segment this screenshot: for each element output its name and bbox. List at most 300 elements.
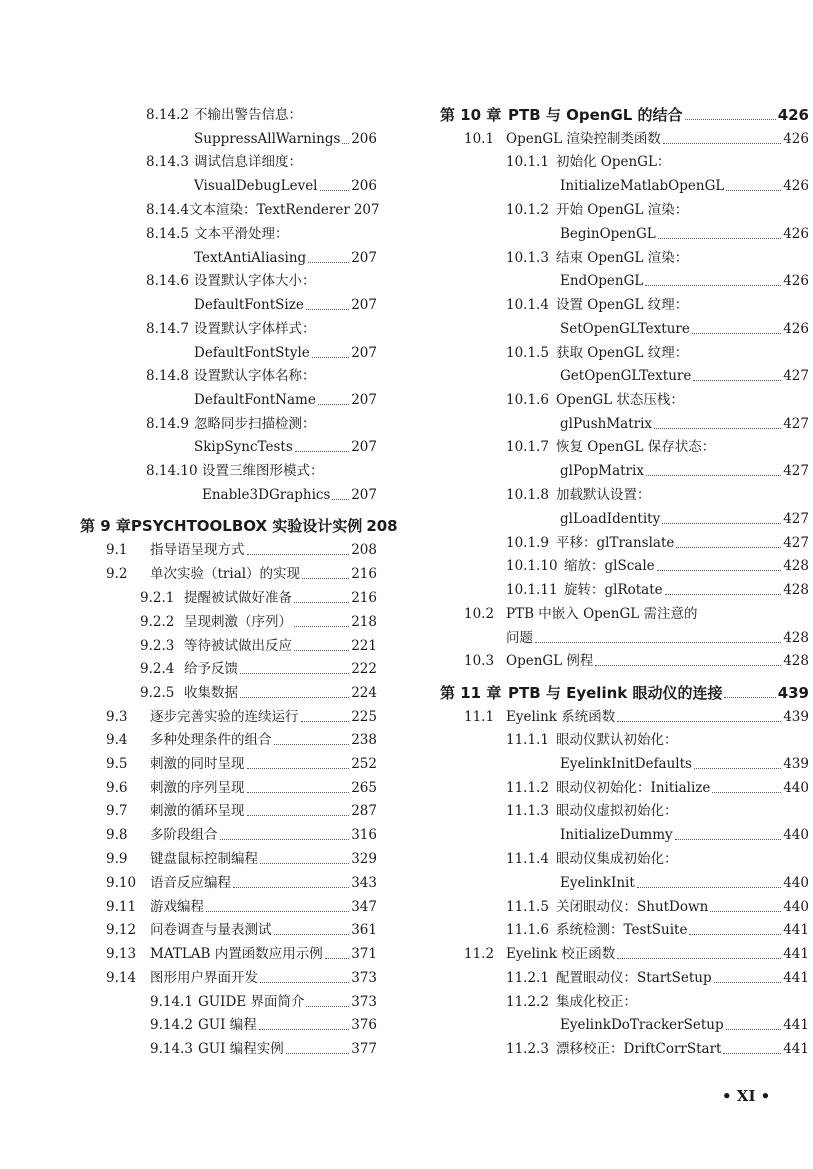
dot-leader <box>301 721 350 722</box>
entry-page-number: 441 <box>783 1017 809 1033</box>
toc-entry <box>106 969 377 987</box>
dot-leader <box>240 697 349 698</box>
entry-page-number: 441 <box>783 946 809 962</box>
entry-page-number: 428 <box>783 653 809 669</box>
entry-page-number: 206 <box>351 178 377 194</box>
entry-title: 多阶段组合 <box>150 827 218 843</box>
dot-leader <box>726 1029 782 1030</box>
toc-entry <box>140 660 377 678</box>
toc-entry <box>106 541 377 559</box>
entry-page-number: 316 <box>351 827 377 843</box>
entry-page-number: 426 <box>783 131 809 147</box>
entry-title: 呈现刺激（序列） <box>184 614 292 630</box>
entry-page-number: 427 <box>783 463 809 479</box>
toc-entry <box>506 249 809 267</box>
toc-entry <box>506 391 809 409</box>
toc-entry-continuation <box>194 391 377 409</box>
dot-leader <box>694 768 781 769</box>
entry-page-number: 216 <box>351 566 377 582</box>
entry-page-number: 222 <box>351 661 377 677</box>
entry-page-number: 207 <box>351 439 377 455</box>
entry-title: 漂移校正：DriftCorrStart <box>556 1041 722 1057</box>
entry-title: glPopMatrix <box>560 463 644 479</box>
entry-title: GUIDE 界面简介 <box>198 994 305 1010</box>
entry-page-number: 206 <box>351 131 377 147</box>
entry-title: 多种处理条件的组合 <box>150 732 272 748</box>
entry-title: SetOpenGLTexture <box>560 321 690 337</box>
entry-title: 配置眼动仪：StartSetup <box>556 970 712 986</box>
entry-title: 刺激的循环呈现 <box>150 803 245 819</box>
entry-title: glPushMatrix <box>560 416 653 432</box>
dot-leader <box>714 982 782 983</box>
dot-leader <box>247 554 350 555</box>
entry-title: 结束 OpenGL 渲染： <box>556 250 689 266</box>
toc-entry-continuation <box>560 177 809 195</box>
dot-leader <box>342 143 349 144</box>
toc-entry <box>506 850 809 868</box>
entry-number: 11.2 <box>464 946 495 962</box>
entry-number: 8.14.6 <box>146 273 189 289</box>
toc-entry <box>506 534 809 552</box>
dot-leader <box>260 863 349 864</box>
entry-page-number: 426 <box>783 226 809 242</box>
entry-title: VisualDebugLevel <box>194 178 318 194</box>
toc-entry <box>140 684 377 702</box>
dot-leader <box>646 475 781 476</box>
entry-title: GUI 编程实例 <box>198 1041 284 1057</box>
toc-entry <box>146 462 377 480</box>
dot-leader <box>663 143 781 144</box>
entry-page-number: 207 <box>351 345 377 361</box>
dot-leader <box>294 650 349 651</box>
dot-leader <box>206 911 349 912</box>
entry-number: 9.8 <box>106 827 128 843</box>
toc-entry <box>146 415 377 433</box>
dot-leader <box>318 404 349 405</box>
dot-leader <box>617 958 781 959</box>
toc-entry <box>506 438 809 456</box>
toc-entry-continuation <box>560 320 809 338</box>
entry-title: EndOpenGL <box>560 273 644 289</box>
entry-number: 11.1.1 <box>506 732 549 748</box>
entry-number: 8.14.4 <box>146 202 189 218</box>
dot-leader <box>665 594 782 595</box>
entry-page-number: 373 <box>351 970 377 986</box>
entry-title: 游戏编程 <box>150 899 204 915</box>
entry-page-number: 428 <box>783 558 809 574</box>
entry-page-number: 207 <box>351 487 377 503</box>
toc-entry <box>106 945 377 963</box>
entry-page-number: 427 <box>783 511 809 527</box>
entry-title: 系统检测：TestSuite <box>556 922 688 938</box>
entry-title: OpenGL 渲染控制类函数 <box>506 131 661 147</box>
toc-entry <box>150 993 377 1011</box>
entry-title: 设置默认字体名称： <box>194 368 316 384</box>
entry-number: 10.1.9 <box>506 535 549 551</box>
toc-entry <box>506 486 809 504</box>
entry-number: 11.2.1 <box>506 970 549 986</box>
dot-leader <box>637 887 781 888</box>
toc-entry <box>506 296 809 314</box>
entry-page-number: 373 <box>351 994 377 1010</box>
toc-entry <box>106 565 377 583</box>
entry-title: 眼动仪虚拟初始化： <box>556 803 678 819</box>
toc-entry-continuation <box>202 486 377 504</box>
dot-leader <box>302 578 349 579</box>
toc-entry-continuation <box>560 510 809 528</box>
toc-entry <box>106 850 377 868</box>
entry-number: 9.2.3 <box>140 638 175 654</box>
entry-title: 初始化 OpenGL： <box>556 154 671 170</box>
entry-page-number: 426 <box>783 273 809 289</box>
entry-page-number: 208 <box>366 517 398 535</box>
entry-title: 给予反馈 <box>184 661 238 677</box>
toc-entry <box>506 898 809 916</box>
entry-title: 不输出警告信息： <box>194 107 302 123</box>
entry-page-number: 216 <box>351 590 377 606</box>
toc-entry <box>106 921 377 939</box>
toc-entry <box>146 367 377 385</box>
toc-entry-continuation <box>560 415 809 433</box>
dot-leader <box>247 815 350 816</box>
toc-entry <box>106 708 377 726</box>
entry-title: Enable3DGraphics <box>202 487 331 503</box>
entry-number: 10.1.2 <box>506 202 549 218</box>
entry-title: 等待被试做出反应 <box>184 638 292 654</box>
entry-number: 9.11 <box>106 899 137 915</box>
entry-title: EyelinkInit <box>560 875 635 891</box>
dot-leader <box>259 1029 349 1030</box>
entry-page-number: 439 <box>777 684 809 702</box>
dot-leader <box>692 333 781 334</box>
toc-entry <box>150 1016 377 1034</box>
entry-title: 设置默认字体样式： <box>194 321 316 337</box>
toc-entry <box>464 605 809 623</box>
entry-page-number: 428 <box>783 630 809 646</box>
page-number: • XI • <box>722 1087 771 1105</box>
toc-entry <box>506 731 809 749</box>
entry-number: 9.5 <box>106 756 128 772</box>
entry-page-number: 440 <box>783 899 809 915</box>
entry-title: 设置 OpenGL 纹理： <box>556 297 689 313</box>
entry-title: 文本平滑处理： <box>194 226 289 242</box>
entry-page-number: 439 <box>783 709 809 725</box>
entry-title: 单次实验（trial）的实现 <box>150 566 301 582</box>
dot-leader <box>240 673 349 674</box>
entry-number: 10.1.10 <box>506 558 558 574</box>
entry-title: 问卷调查与量表测试 <box>150 922 272 938</box>
dot-leader <box>332 499 349 500</box>
entry-page-number: 224 <box>351 685 377 701</box>
dot-leader <box>689 934 781 935</box>
entry-title: 集成化校正： <box>556 994 637 1010</box>
entry-number: 10.1.6 <box>506 392 549 408</box>
entry-title: 加载默认设置： <box>556 487 651 503</box>
toc-entry <box>464 652 809 670</box>
entry-title: 提醒被试做好准备 <box>184 590 292 606</box>
toc-entry-continuation <box>560 826 809 844</box>
entry-number: 11.1.2 <box>506 780 549 796</box>
entry-number: 10.1.5 <box>506 345 549 361</box>
entry-number: 8.14.7 <box>146 321 189 337</box>
entry-title: EyelinkDoTrackerSetup <box>560 1017 724 1033</box>
dot-leader <box>676 547 781 548</box>
entry-title: Eyelink 系统函数 <box>506 709 616 725</box>
entry-title: 指导语呈现方式 <box>150 542 245 558</box>
entry-title: PSYCHTOOLBOX 实验设计实例 <box>130 517 363 535</box>
dot-leader <box>233 887 349 888</box>
toc-entry-continuation <box>194 249 377 267</box>
entry-title: 问题 <box>506 630 533 646</box>
entry-number: 9.2.1 <box>140 590 175 606</box>
entry-number: 8.14.2 <box>146 107 189 123</box>
entry-number: 11.1.5 <box>506 899 549 915</box>
toc-entry <box>106 802 377 820</box>
dot-leader <box>274 934 350 935</box>
entry-title: BeginOpenGL <box>560 226 656 242</box>
toc-entry <box>146 106 377 124</box>
dot-leader <box>693 380 781 381</box>
entry-title: SuppressAllWarnings <box>194 131 341 147</box>
entry-title: 语音反应编程 <box>150 875 231 891</box>
dot-leader <box>657 570 782 571</box>
dot-leader <box>220 839 350 840</box>
toc-entry-continuation <box>560 1016 809 1034</box>
toc-entry-continuation <box>560 462 809 480</box>
toc-entry <box>106 826 377 844</box>
entry-page-number: 208 <box>351 542 377 558</box>
entry-number: 9.1 <box>106 542 128 558</box>
entry-number: 10.1.8 <box>506 487 549 503</box>
toc-entry <box>146 153 377 171</box>
entry-page-number: 427 <box>783 535 809 551</box>
entry-page-number: 225 <box>351 709 377 725</box>
toc-entry <box>106 731 377 749</box>
entry-number: 11.1.4 <box>506 851 549 867</box>
entry-number: 9.2 <box>106 566 128 582</box>
entry-number: 9.2.5 <box>140 685 175 701</box>
entry-title: TextAntiAliasing <box>194 250 307 266</box>
entry-number: 9.12 <box>106 922 137 938</box>
toc-entry <box>506 344 809 362</box>
toc-entry-continuation <box>560 272 809 290</box>
dot-leader <box>617 721 781 722</box>
entry-page-number: 371 <box>351 946 377 962</box>
toc-entry <box>146 225 377 243</box>
entry-title: SkipSyncTests <box>194 439 293 455</box>
entry-number: 9.14.1 <box>150 994 193 1010</box>
entry-number: 9.2.2 <box>140 614 175 630</box>
dot-leader <box>306 1006 349 1007</box>
toc-entry <box>146 201 380 219</box>
entry-number: 10.1.1 <box>506 154 549 170</box>
toc-entry <box>106 898 377 916</box>
entry-page-number: 343 <box>351 875 377 891</box>
toc-entry-continuation <box>560 367 809 385</box>
toc-entry <box>106 755 377 773</box>
entry-number: 9.7 <box>106 803 128 819</box>
dot-leader <box>306 309 349 310</box>
chapter-label: 第 9 章 <box>80 517 131 535</box>
entry-title: 收集数据 <box>184 685 238 701</box>
toc-entry <box>146 320 377 338</box>
dot-leader <box>247 768 350 769</box>
entry-page-number: 428 <box>783 582 809 598</box>
entry-title: PTB 与 OpenGL 的结合 <box>508 106 683 124</box>
toc-entry-continuation <box>560 874 809 892</box>
dot-leader <box>294 626 349 627</box>
entry-title: 缩放：glScale <box>564 558 655 574</box>
entry-page-number: 265 <box>351 780 377 796</box>
entry-title: 文本渲染：TextRenderer <box>188 202 350 218</box>
entry-title: 刺激的同时呈现 <box>150 756 245 772</box>
toc-entry <box>506 1040 809 1058</box>
toc-entry <box>506 779 809 797</box>
toc-entry-continuation <box>560 755 809 773</box>
dot-leader <box>286 1053 349 1054</box>
entry-number: 8.14.3 <box>146 154 189 170</box>
entry-title: 眼动仪集成初始化： <box>556 851 678 867</box>
entry-page-number: 347 <box>351 899 377 915</box>
dot-leader <box>308 262 349 263</box>
toc-entry <box>140 613 377 631</box>
entry-number: 9.3 <box>106 709 128 725</box>
entry-title: 设置默认字体大小： <box>194 273 316 289</box>
toc-entry <box>506 581 809 599</box>
dot-leader <box>675 839 782 840</box>
toc-entry-continuation <box>194 344 377 362</box>
entry-number: 9.14.3 <box>150 1041 193 1057</box>
toc-entry <box>506 557 809 575</box>
chapter-entry <box>440 684 809 702</box>
entry-number: 10.1.4 <box>506 297 549 313</box>
toc-entry-continuation <box>560 225 809 243</box>
dot-leader <box>295 451 349 452</box>
toc-entry-continuation <box>506 629 809 647</box>
entry-page-number: 440 <box>783 780 809 796</box>
entry-page-number: 439 <box>783 756 809 772</box>
dot-leader <box>645 285 781 286</box>
entry-title: 平移：glTranslate <box>556 535 675 551</box>
dot-leader <box>723 1053 781 1054</box>
dot-leader <box>260 982 349 983</box>
entry-title: PTB 与 Eyelink 眼动仪的连接 <box>508 684 723 702</box>
entry-title: DefaultFontName <box>194 392 316 408</box>
dot-leader <box>658 238 782 239</box>
entry-title: 图形用户界面开发 <box>150 970 258 986</box>
entry-page-number: 207 <box>353 202 380 218</box>
entry-title: MATLAB 内置函数应用示例 <box>150 946 323 962</box>
dot-leader <box>685 119 776 120</box>
dot-leader <box>325 958 349 959</box>
toc-entry <box>464 130 809 148</box>
dot-leader <box>294 602 349 603</box>
entry-number: 11.1.6 <box>506 922 549 938</box>
entry-title: InitializeMatlabOpenGL <box>560 178 725 194</box>
entry-page-number: 441 <box>783 970 809 986</box>
entry-title: 调试信息详细度： <box>194 154 302 170</box>
dot-leader <box>274 744 350 745</box>
entry-title: PTB 中嵌入 OpenGL 需注意的 <box>506 606 698 622</box>
entry-title: 忽略同步扫描检测： <box>194 416 316 432</box>
entry-title: DefaultFontStyle <box>194 345 310 361</box>
toc-entry-continuation <box>194 296 377 314</box>
entry-number: 8.14.5 <box>146 226 189 242</box>
entry-title: 开始 OpenGL 渲染： <box>556 202 689 218</box>
toc-entry <box>506 921 809 939</box>
entry-title: 恢复 OpenGL 保存状态： <box>556 439 716 455</box>
entry-number: 9.6 <box>106 780 128 796</box>
entry-number: 10.3 <box>464 653 495 669</box>
entry-title: GetOpenGLTexture <box>560 368 692 384</box>
entry-title: EyelinkInitDefaults <box>560 756 692 772</box>
entry-page-number: 207 <box>351 392 377 408</box>
chapter-entry <box>80 517 398 535</box>
entry-title: 键盘鼠标控制编程 <box>150 851 258 867</box>
entry-title: 刺激的序列呈现 <box>150 780 245 796</box>
entry-number: 10.1.3 <box>506 250 549 266</box>
entry-page-number: 426 <box>783 321 809 337</box>
entry-page-number: 377 <box>351 1041 377 1057</box>
entry-page-number: 427 <box>783 368 809 384</box>
entry-page-number: 441 <box>783 1041 809 1057</box>
toc-entry <box>140 637 377 655</box>
entry-number: 8.14.8 <box>146 368 189 384</box>
dot-leader <box>595 665 781 666</box>
entry-number: 10.1.7 <box>506 439 549 455</box>
entry-number: 11.1 <box>464 709 495 725</box>
entry-title: 逐步完善实验的连续运行 <box>150 709 299 725</box>
dot-leader <box>312 357 349 358</box>
toc-entry <box>146 272 377 290</box>
entry-page-number: 218 <box>351 614 377 630</box>
dot-leader <box>710 911 781 912</box>
dot-leader <box>712 792 781 793</box>
entry-number: 9.10 <box>106 875 137 891</box>
entry-title: DefaultFontSize <box>194 297 304 313</box>
toc-entry <box>464 708 809 726</box>
entry-page-number: 287 <box>351 803 377 819</box>
entry-page-number: 329 <box>351 851 377 867</box>
entry-number: 9.14.2 <box>150 1017 193 1033</box>
entry-title: 设置三维图形模式： <box>202 463 324 479</box>
entry-page-number: 252 <box>351 756 377 772</box>
toc-entry <box>150 1040 377 1058</box>
entry-number: 11.2.3 <box>506 1041 549 1057</box>
dot-leader <box>320 190 350 191</box>
dot-leader <box>654 428 781 429</box>
entry-page-number: 221 <box>351 638 377 654</box>
toc-entry <box>506 969 809 987</box>
toc-entry-continuation <box>194 438 377 456</box>
entry-page-number: 361 <box>351 922 377 938</box>
dot-leader <box>247 792 350 793</box>
entry-number: 9.13 <box>106 946 137 962</box>
entry-number: 11.2.2 <box>506 994 549 1010</box>
entry-number: 10.2 <box>464 606 495 622</box>
entry-title: 关闭眼动仪：ShutDown <box>556 899 709 915</box>
entry-page-number: 426 <box>777 106 809 124</box>
dot-leader <box>724 697 775 698</box>
entry-title: glLoadIdentity <box>560 511 661 527</box>
entry-title: OpenGL 状态压栈： <box>556 392 684 408</box>
toc-entry <box>140 589 377 607</box>
entry-number: 10.1 <box>464 131 495 147</box>
entry-number: 8.14.9 <box>146 416 189 432</box>
entry-page-number: 376 <box>351 1017 377 1033</box>
toc-entry <box>506 993 809 1011</box>
chapter-label: 第 10 章 <box>440 106 502 124</box>
